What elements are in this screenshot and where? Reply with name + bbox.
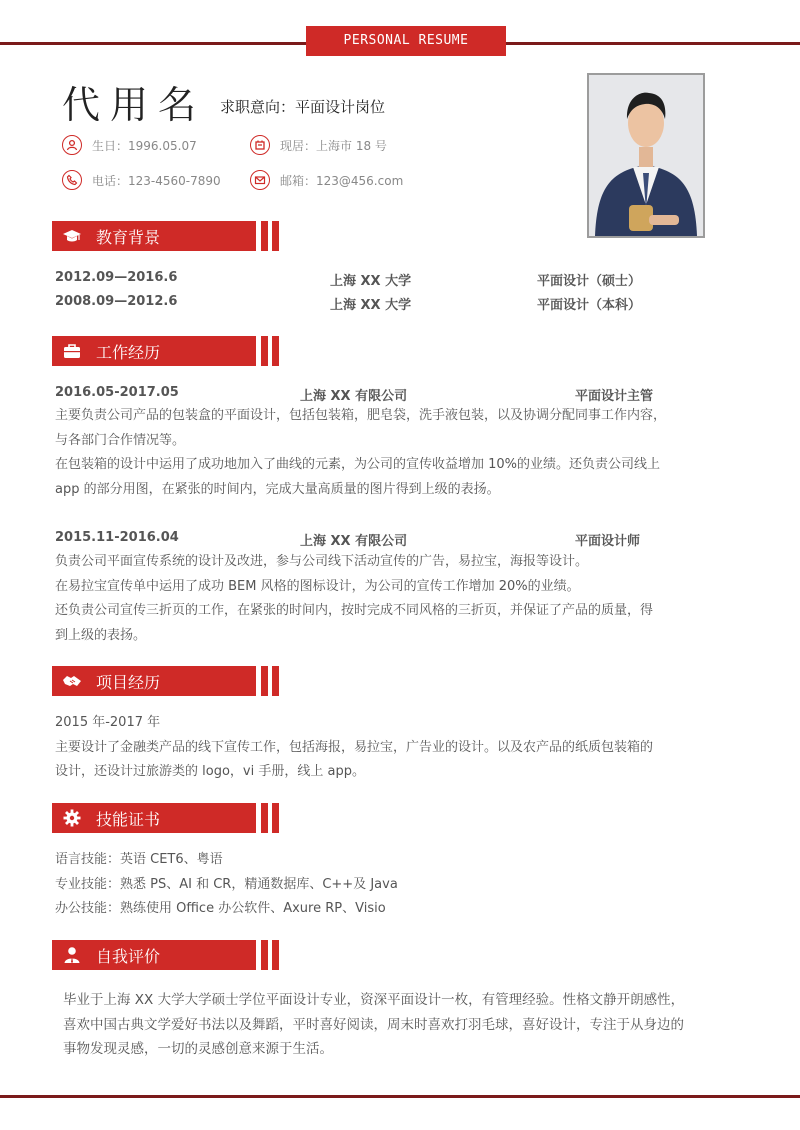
- list-item: 语言技能：英语 CET6、粤语: [55, 852, 223, 867]
- section-project-header: [52, 666, 292, 696]
- self-evaluation-text: 毕业于上海 XX 大学大学硕士学位平面设计专业，资深平面设计一枚，有管理经验。性格文静开朗感性， 喜欢中国古典文学爱好书法以及舞蹈，平时喜好阅读，周末时喜欢打羽毛球，喜好设计，专注于从身边的 事物发现灵感，一切的灵感创意来源于生活。: [63, 992, 685, 1057]
- section-education-header: [52, 221, 292, 251]
- section-title-self: 自我评价: [96, 946, 161, 966]
- job-description: 主要负责公司产品的包装盒的平面设计，包括包装箱，肥皂袋，洗手液包装，以及协调分配同事工作内容， 与各部门合作情况等。 在包装箱的设计中运用了成功地加入了曲线的元素，为公司的宣传收益增加 10%的业绩。还负责公司线上 app 的部分用图，在紧张的时间内，完成大量高质量的图片得到上级的表扬。: [55, 408, 667, 497]
- mail-icon: [250, 170, 270, 190]
- birthday-icon: [62, 135, 82, 155]
- job-description: 负责公司平面宣传系统的设计及改进，参与公司线下活动宣传的广告，易拉宝，海报等设计。 在易拉宝宣传单中运用了成功 BEM 风格的图标设计，为公司的宣传工作增加 20%的业绩。 还负责公司宣传三折页的工作，在紧张的时间内，按时完成不同风格的三折页，并保证了产品的质量，得 到上级的表扬。: [55, 554, 654, 643]
- handshake-icon: [62, 671, 82, 691]
- info-residence: 现居：上海市 18 号: [250, 135, 387, 155]
- resume-tag: PERSONAL RESUME: [306, 26, 506, 56]
- profile-photo: [587, 73, 705, 238]
- location-icon: [250, 135, 270, 155]
- project-description: 2015 年-2017 年 主要设计了金融类产品的线下宣传工作，包括海报，易拉宝，广告业的设计。以及农产品的纸质包装箱的 设计，还设计过旅游类的 logo，vi 手册，线上 app。: [55, 715, 654, 779]
- section-skills-header: [52, 803, 292, 833]
- list-item: 办公技能：熟练使用 Office 办公软件、Axure RP、Visio: [55, 901, 386, 916]
- phone-icon: [62, 170, 82, 190]
- bottom-rule: [0, 1095, 800, 1098]
- list-item: 专业技能：熟悉 PS、AI 和 CR，精通数据库、C++及 Java: [55, 876, 398, 892]
- section-title-education: 教育背景: [96, 227, 161, 247]
- profile-photo-figure: [589, 75, 703, 236]
- section-title-skills: 技能证书: [96, 809, 161, 829]
- section-work-header: [52, 336, 292, 366]
- info-birthday: 生日：1996.05.07: [62, 135, 197, 155]
- user-icon: [62, 945, 82, 965]
- section-title-work: 工作经历: [96, 342, 161, 362]
- gear-icon: [62, 808, 82, 828]
- briefcase-icon: [62, 341, 82, 361]
- skills-list: [55, 848, 398, 922]
- job-intent-label: 求职意向：: [220, 98, 296, 116]
- section-self-header: [52, 940, 292, 970]
- candidate-name: 代用名: [62, 83, 207, 127]
- job-intent-value: 平面设计岗位: [295, 98, 386, 116]
- info-email: 邮箱：123@456.com: [250, 170, 403, 190]
- section-title-project: 项目经历: [96, 672, 161, 692]
- info-phone: 电话：123-4560-7890: [62, 170, 221, 190]
- graduation-cap-icon: [62, 226, 82, 246]
- job-intent: [220, 96, 385, 117]
